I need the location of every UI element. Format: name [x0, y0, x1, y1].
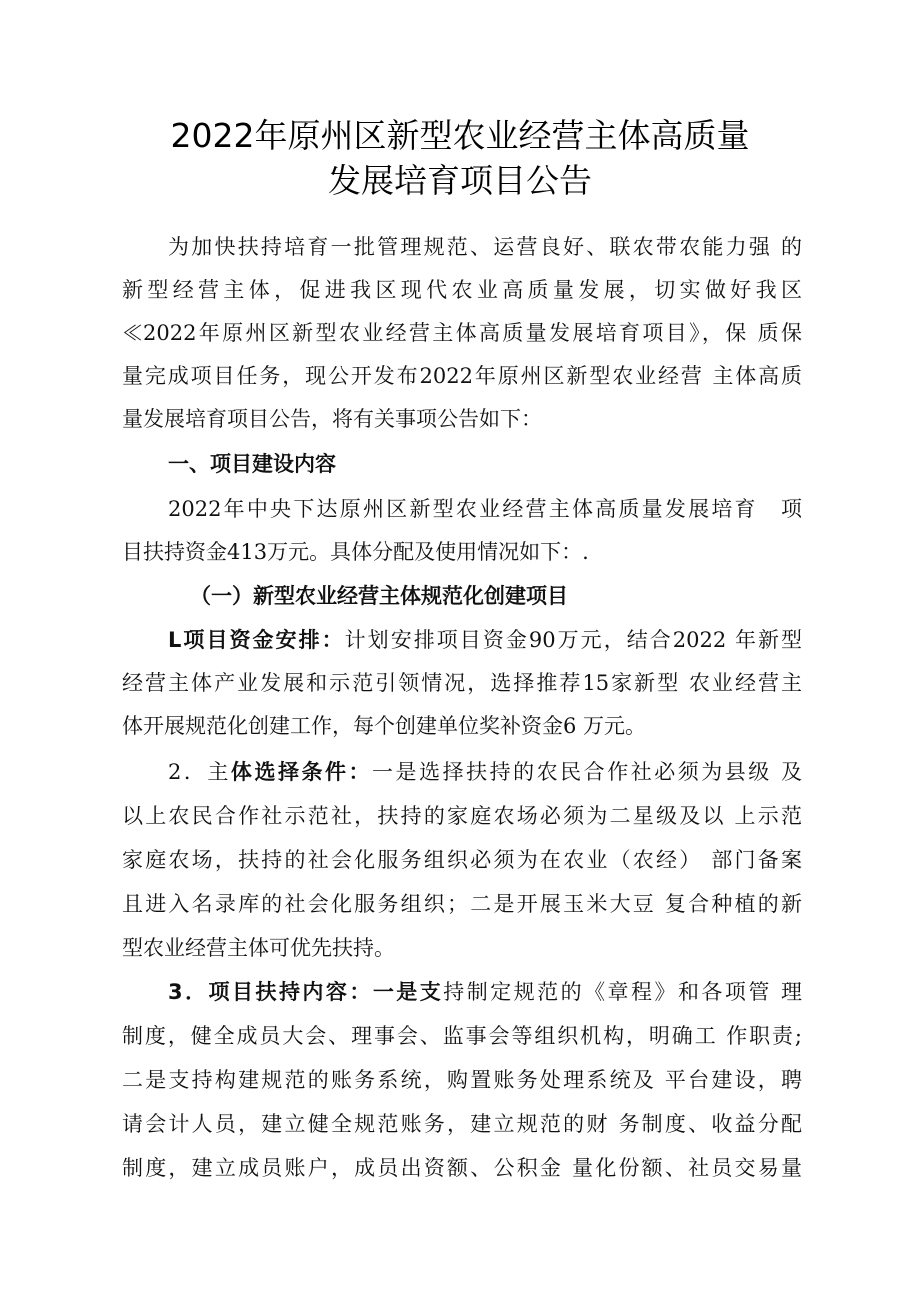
item1-text-1: 计划安排项目资金90万元，结合2022 年新型	[344, 628, 802, 652]
item2-label: 体选择条件：	[230, 760, 373, 784]
item1-line-2: 经营主体产业发展和示范引领情况，选择推荐15家新型 农业经营主	[122, 671, 802, 695]
item1-line-1	[168, 625, 802, 655]
item3-line-5: 制度，建立成员账户，成员出资额、公积金 量化份额、社员交易量	[122, 1156, 802, 1180]
intro-line-2: 新型经营主体，促进我区现代农业高质量发展，切实做好我区	[122, 278, 802, 302]
intro-line-1: 为加快扶持培育一批管理规范、运营良好、联农带农能力强 的	[168, 235, 802, 259]
item2-line-1	[168, 757, 802, 787]
document-title-line-1: 2022年原州区新型农业经营主体高质量	[170, 116, 750, 155]
item2-line-3: 家庭农场，扶持的社会化服务组织必须为在农业（农经） 部门备案	[122, 848, 802, 872]
item3-label: 3．项目扶持内容：一是支	[168, 980, 444, 1004]
item2-text-1: 一是选择扶持的农民合作社必须为县级 及	[372, 760, 802, 784]
section-heading-project-content: 一、项目建设内容	[168, 452, 336, 476]
document-title-line-2: 发展培育项目公告	[328, 161, 592, 200]
item3-line-4: 请会计人员，建立健全规范账务，建立规范的财 务制度、收益分配	[122, 1112, 802, 1136]
intro-line-3: ≪2022年原州区新型农业经营主体高质量发展培育项目》，保 质保	[122, 321, 802, 345]
item1-label: L项目资金安排：	[168, 628, 345, 652]
item2-number: 2．主	[168, 760, 231, 784]
item2-line-5: 型农业经营主体可优先扶持。	[122, 936, 395, 960]
subsection-heading-standardization: （一）新型农业经营主体规范化创建项目	[190, 584, 568, 608]
item3-line-2: 制度，健全成员大会、理事会、监事会等组织机构，明确工 作职责;	[122, 1024, 802, 1048]
item2-line-4: 且进入名录库的社会化服务组织；二是开展玉米大豆 复合种植的新	[122, 892, 802, 916]
item3-text-1: 持制定规范的《章程》和各项管 理	[443, 980, 802, 1004]
item3-line-1	[168, 977, 802, 1007]
section1-line-2: 目扶持资金413万元。具体分配及使用情况如下：.	[122, 540, 589, 564]
item3-line-3: 二是支持构建规范的账务系统，购置账务处理系统及 平台建设，聘	[122, 1068, 802, 1092]
section1-line-1: 2022年中央下达原州区新型农业经营主体高质量发展培育 项	[168, 497, 802, 521]
item2-line-2: 以上农民合作社示范社，扶持的家庭农场必须为二星级及以 上示范	[122, 804, 802, 828]
intro-line-4: 量完成项目任务，现公开发布2022年原州区新型农业经营 主体高质	[122, 364, 802, 388]
item1-line-3: 体开展规范化创建工作，每个创建单位奖补资金6 万元。	[122, 714, 647, 738]
intro-line-5: 量发展培育项目公告，将有关事项公告如下：	[122, 407, 542, 431]
